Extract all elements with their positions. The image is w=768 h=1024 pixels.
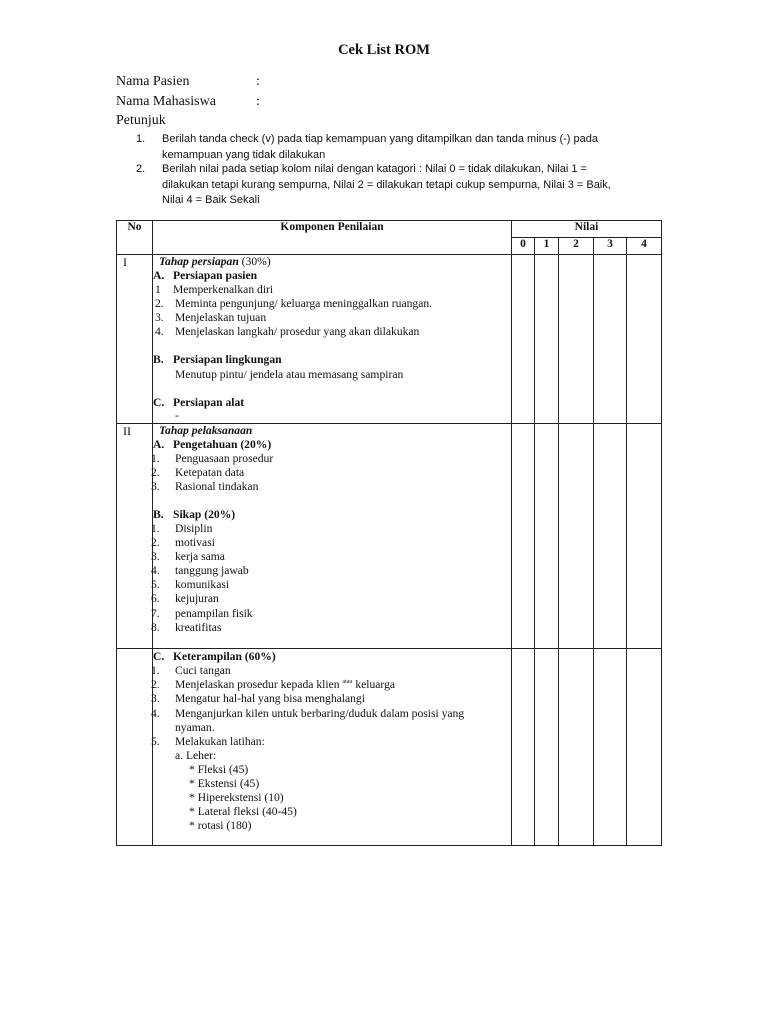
score-cell[interactable] bbox=[535, 424, 559, 649]
sub-list-item: * Lateral fleksi (40-45) bbox=[189, 805, 297, 818]
item-text: Cuci tangan bbox=[175, 664, 231, 677]
list-item: - bbox=[175, 409, 179, 422]
list-item bbox=[151, 550, 225, 563]
score-cell[interactable] bbox=[535, 255, 559, 424]
item-number: 2. bbox=[151, 536, 160, 549]
header-score: Nilai bbox=[512, 221, 662, 238]
list-item bbox=[151, 664, 231, 677]
subsection-heading bbox=[153, 269, 258, 282]
sub-list-item: * rotasi (180) bbox=[189, 819, 252, 832]
component-cell bbox=[153, 649, 512, 846]
stage-label: Tahap persiapan bbox=[159, 255, 239, 268]
item-number: 6. bbox=[151, 592, 160, 605]
field-label: Petunjuk bbox=[116, 113, 166, 128]
table-row bbox=[117, 424, 662, 649]
item-number: 2. bbox=[155, 297, 164, 310]
score-cell[interactable] bbox=[559, 424, 594, 649]
score-col-3: 3 bbox=[594, 238, 627, 255]
item-text: komunikasi bbox=[175, 578, 230, 591]
item-number: 1 bbox=[155, 283, 161, 296]
list-item bbox=[151, 678, 396, 691]
score-cell[interactable] bbox=[512, 255, 535, 424]
list-item bbox=[151, 592, 219, 605]
header-component: Komponen Penilaian bbox=[153, 221, 512, 255]
sub-list-item: * Fleksi (45) bbox=[189, 763, 249, 776]
list-item bbox=[151, 522, 213, 535]
item-text: kerja sama bbox=[175, 550, 225, 563]
score-cell[interactable] bbox=[627, 424, 662, 649]
item-text: Menjelaskan langkah/ prosedur yang akan dilakukan bbox=[175, 325, 420, 338]
list-item bbox=[151, 707, 465, 720]
item-text bbox=[175, 678, 395, 691]
item-text: Disiplin bbox=[175, 522, 213, 535]
field-patient-name bbox=[116, 74, 260, 90]
item-text: penampilan fisik bbox=[175, 607, 253, 620]
document-title: Cek List ROM bbox=[338, 42, 430, 58]
item-text: kreatifitas bbox=[175, 621, 222, 634]
list-item bbox=[155, 325, 420, 338]
subsection-heading bbox=[153, 508, 236, 521]
subsection-heading bbox=[153, 353, 282, 366]
subsection-letter: B. bbox=[153, 353, 164, 366]
subsection-title: Pengetahuan (20%) bbox=[173, 438, 272, 451]
subsection-letter: B. bbox=[153, 508, 164, 521]
table-row bbox=[117, 649, 662, 846]
item-number: 5. bbox=[151, 578, 160, 591]
score-cell[interactable] bbox=[535, 649, 559, 846]
subsection-heading bbox=[153, 650, 276, 663]
list-item bbox=[151, 735, 265, 748]
instruction-line: Nilai 4 = Baik Sekali bbox=[162, 194, 260, 206]
item-number: 8. bbox=[151, 621, 160, 634]
item-number: 4. bbox=[155, 325, 164, 338]
field-label: Nama Pasien bbox=[116, 74, 190, 89]
item-number: 3. bbox=[155, 311, 164, 324]
list-item bbox=[151, 621, 222, 634]
score-col-1: 1 bbox=[535, 238, 559, 255]
item-number: 4. bbox=[151, 564, 160, 577]
score-cell[interactable] bbox=[627, 649, 662, 846]
field-colon: : bbox=[256, 74, 260, 89]
sub-list-item: * Hiperekstensi (10) bbox=[189, 791, 284, 804]
score-cell[interactable] bbox=[627, 255, 662, 424]
instruction-line: Berilah nilai pada setiap kolom nilai dengan katagori : Nilai 0 = tidak dilakukan, Nilai 1 = bbox=[162, 163, 587, 175]
item-text: Rasional tindakan bbox=[175, 480, 259, 493]
instruction-line: dilakukan tetapi kurang sempurna, Nilai 2 = dilakukan tetapi cukup sempurna, Nilai 3 = Baik, bbox=[162, 178, 611, 191]
item-text: tanggung jawab bbox=[175, 564, 249, 577]
item-text: Menjelaskan tujuan bbox=[175, 311, 267, 324]
component-cell bbox=[153, 255, 512, 424]
item-text: nyaman. bbox=[175, 721, 215, 734]
instruction-line: kemampuan yang tidak dilakukan bbox=[162, 148, 326, 161]
item-text: motivasi bbox=[175, 536, 215, 549]
subsection-title: Persiapan alat bbox=[173, 396, 245, 409]
row-number: I bbox=[117, 255, 153, 424]
item-text: Ketepatan data bbox=[175, 466, 245, 479]
assessment-table bbox=[116, 220, 662, 846]
item-text: Meminta pengunjung/ keluarga meninggalkan ruangan. bbox=[175, 297, 433, 310]
subsection-heading bbox=[153, 396, 245, 409]
item-number: 1. bbox=[151, 664, 160, 677]
subsection-letter: A. bbox=[153, 438, 165, 451]
score-cell[interactable] bbox=[559, 649, 594, 846]
list-item bbox=[155, 311, 267, 324]
score-cell[interactable] bbox=[594, 255, 627, 424]
item-text: Penguasaan prosedur bbox=[175, 452, 274, 465]
subsection-title: Persiapan pasien bbox=[173, 269, 258, 282]
field-instructions-heading bbox=[116, 113, 166, 129]
list-item bbox=[151, 564, 249, 577]
list-item bbox=[155, 297, 433, 310]
item-text-main: Menjelaskan prosedur kepada klien bbox=[175, 678, 340, 691]
instruction-number: 1. bbox=[136, 133, 146, 145]
list-item bbox=[151, 607, 253, 620]
list-item bbox=[151, 452, 274, 465]
score-cell[interactable] bbox=[559, 255, 594, 424]
list-item bbox=[151, 536, 215, 549]
header-no: No bbox=[117, 221, 153, 255]
item-text-tail: keluarga bbox=[352, 678, 396, 691]
list-item bbox=[151, 466, 245, 479]
score-col-2: 2 bbox=[559, 238, 594, 255]
table-row bbox=[117, 255, 662, 424]
item-number: 4. bbox=[151, 707, 160, 720]
item-number: 5. bbox=[151, 735, 160, 748]
row-number bbox=[117, 649, 153, 846]
score-col-0: 0 bbox=[512, 238, 535, 255]
stage-heading bbox=[159, 255, 271, 268]
item-number: 1. bbox=[151, 452, 160, 465]
superscript-note: atau bbox=[342, 679, 353, 686]
subsection-title: Persiapan lingkungan bbox=[173, 353, 282, 366]
list-item: Menutup pintu/ jendela atau memasang sampiran bbox=[175, 368, 404, 381]
sub-list-item: * Ekstensi (45) bbox=[189, 777, 260, 790]
row-number: II bbox=[117, 424, 153, 649]
field-label: Nama Mahasiswa bbox=[116, 94, 216, 109]
sub-list-label: a. Leher: bbox=[175, 749, 217, 762]
instruction-number: 2. bbox=[136, 163, 146, 175]
field-student-name bbox=[116, 94, 260, 110]
field-colon: : bbox=[256, 94, 260, 109]
item-number: 1. bbox=[151, 522, 160, 535]
subsection-title: Keterampilan (60%) bbox=[173, 650, 276, 663]
subsection-letter: C. bbox=[153, 396, 165, 409]
item-number: 2. bbox=[151, 466, 160, 479]
subsection-letter: C. bbox=[153, 650, 165, 663]
list-item bbox=[151, 578, 230, 591]
item-text: Memperkenalkan diri bbox=[173, 283, 274, 296]
score-cell[interactable] bbox=[594, 649, 627, 846]
item-number: 3. bbox=[151, 550, 160, 563]
item-text: Melakukan latihan: bbox=[175, 735, 265, 748]
item-text: kejujuran bbox=[175, 592, 219, 605]
item-text: Menganjurkan kilen untuk berbaring/duduk dalam posisi yang bbox=[175, 707, 465, 720]
subsection-title: Sikap (20%) bbox=[173, 508, 236, 521]
stage-percent: (30%) bbox=[238, 255, 271, 268]
score-col-4: 4 bbox=[627, 238, 662, 255]
instruction-line: Berilah tanda check (v) pada tiap kemampuan yang ditampilkan dan tanda minus (-) pada bbox=[162, 133, 598, 145]
component-cell bbox=[153, 424, 512, 649]
item-number: 3. bbox=[151, 692, 160, 705]
item-number: 7. bbox=[151, 607, 160, 620]
item-number: 3. bbox=[151, 480, 160, 493]
stage-heading: Tahap pelaksanaan bbox=[159, 424, 253, 437]
score-cell[interactable] bbox=[512, 649, 535, 846]
item-text: Mengatur hal-hal yang bisa menghalangi bbox=[175, 692, 365, 705]
subsection-letter: A. bbox=[153, 269, 165, 282]
list-item bbox=[151, 480, 259, 493]
list-item bbox=[151, 692, 365, 705]
score-cell[interactable] bbox=[594, 424, 627, 649]
list-item bbox=[155, 283, 274, 296]
subsection-heading bbox=[153, 438, 272, 451]
score-cell[interactable] bbox=[512, 424, 535, 649]
item-number: 2. bbox=[151, 678, 160, 691]
